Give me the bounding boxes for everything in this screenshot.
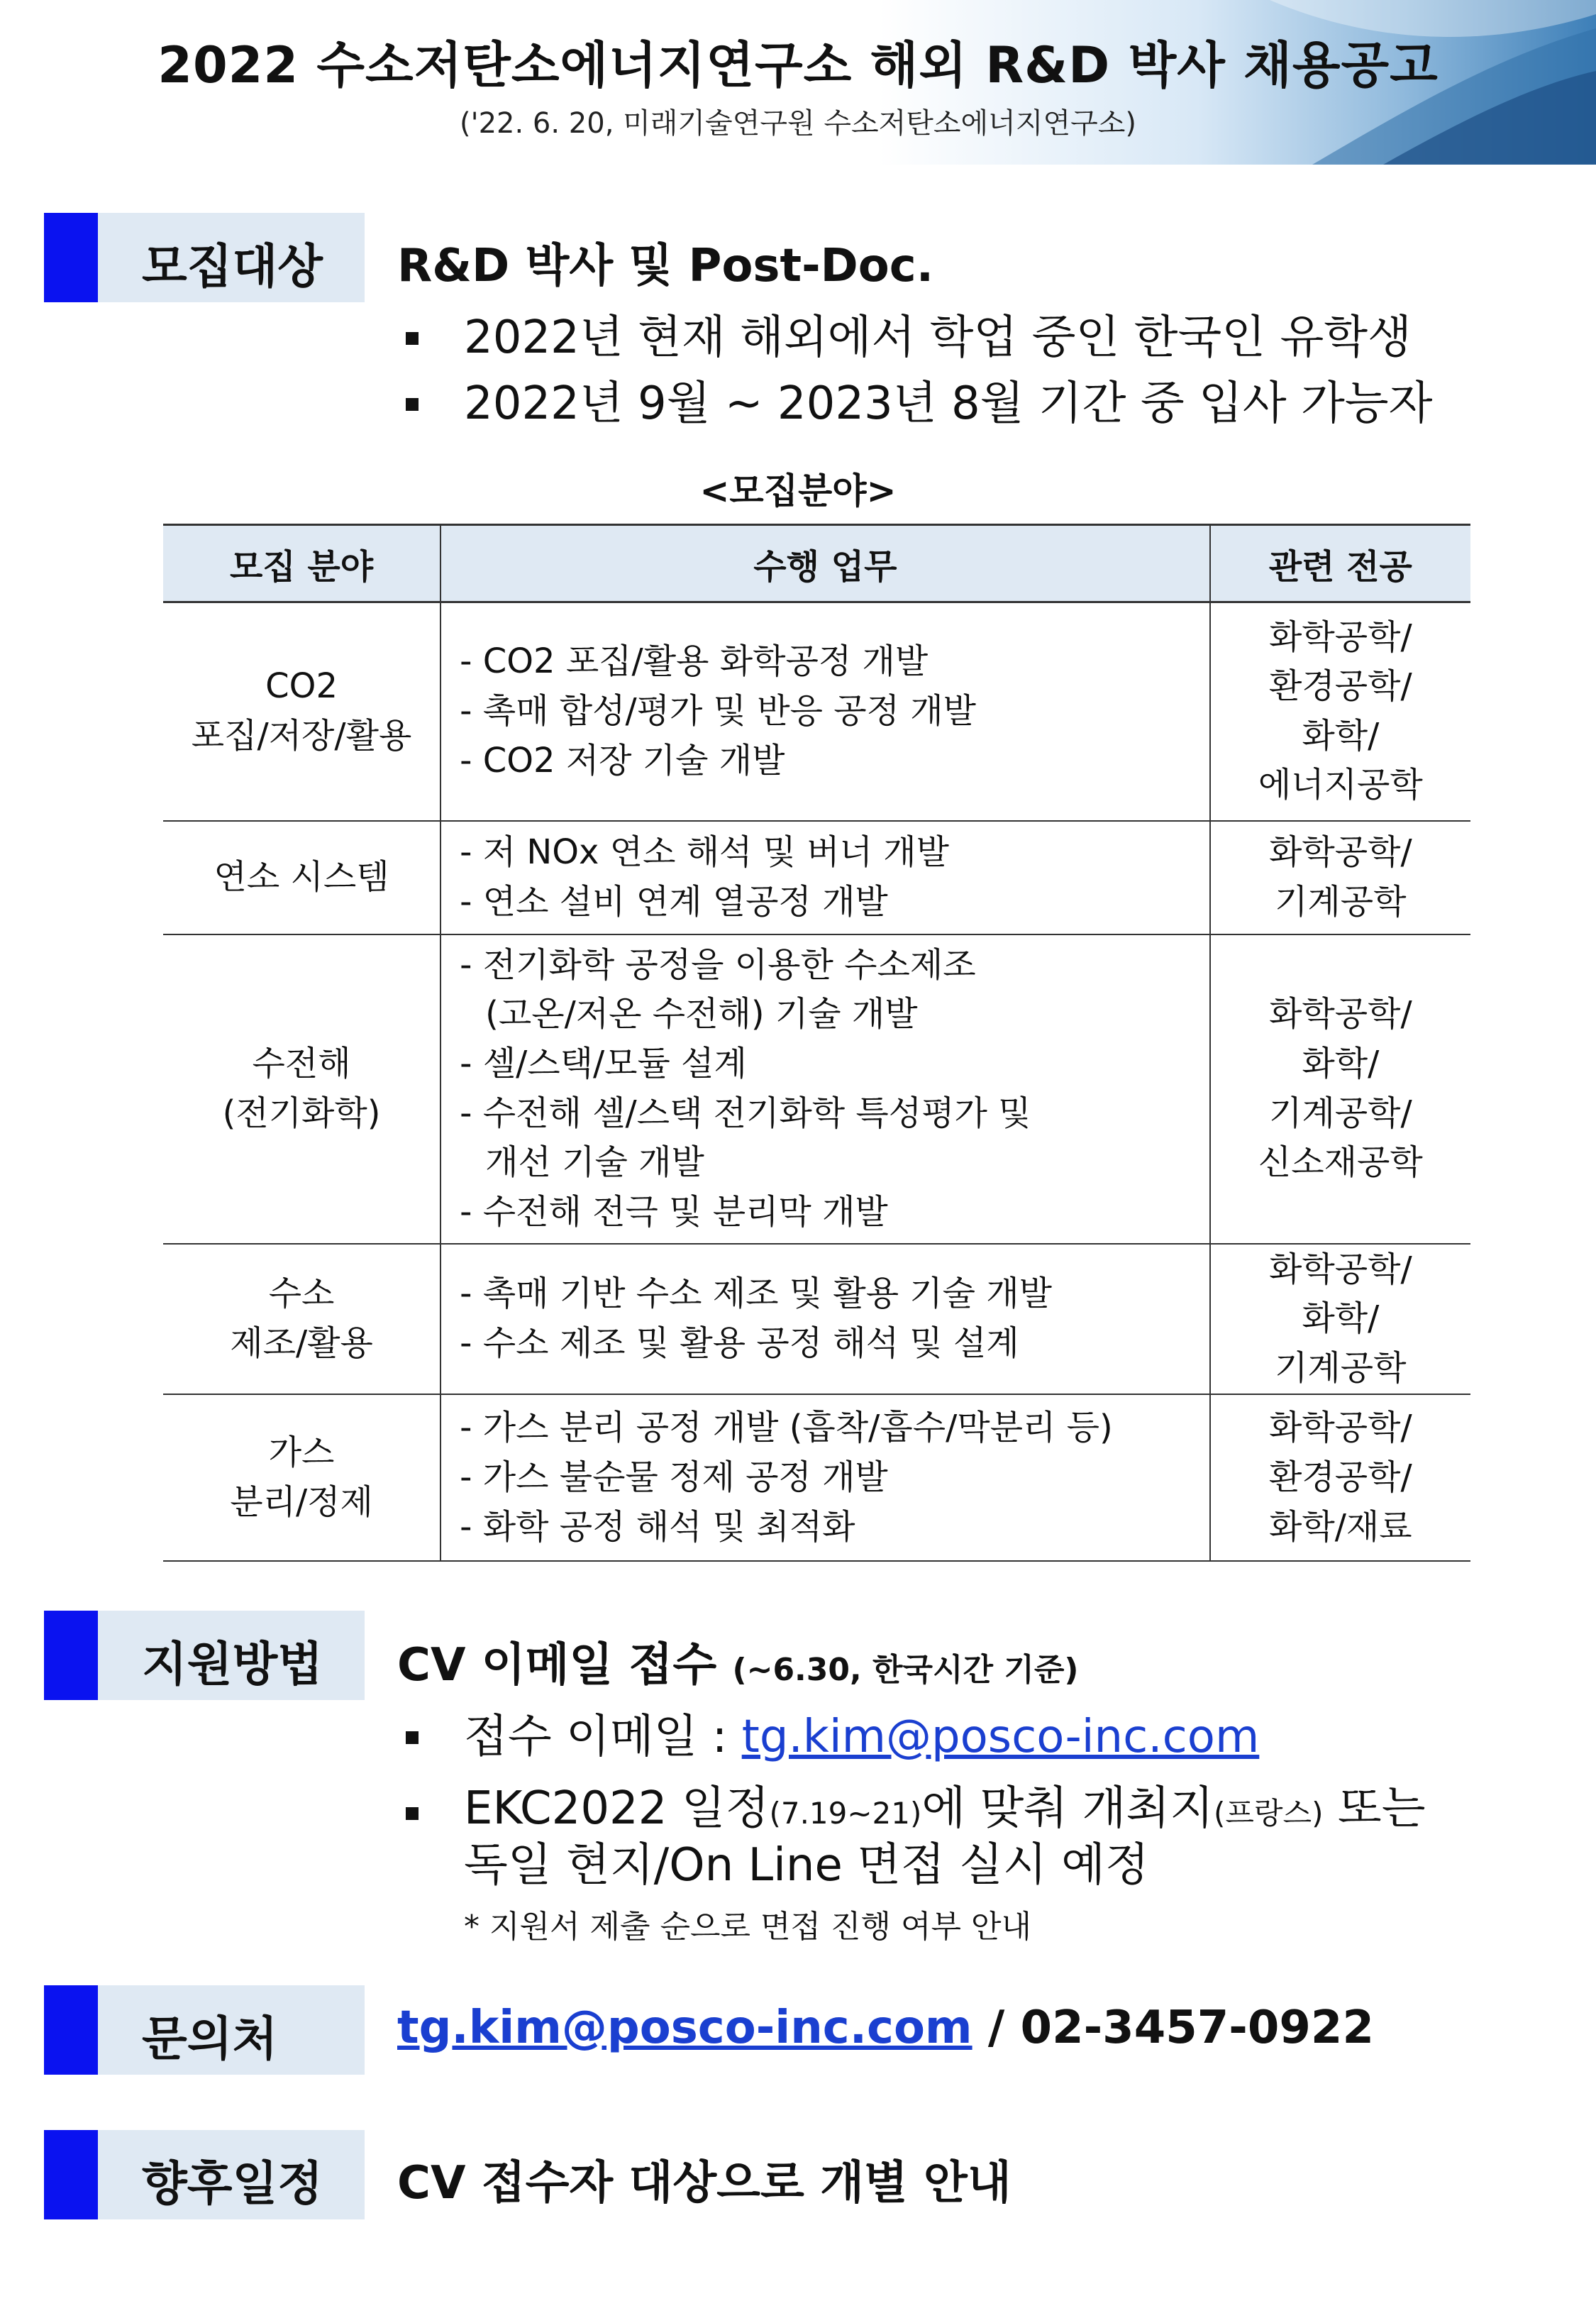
recruit-fields-table [163,524,1470,1562]
contact-phone: 02-3457-0922 [1020,2002,1374,2054]
how-to-apply-heading: CV 이메일 접수 (~6.30, 한국시간 기준) [397,1639,1079,1692]
how-to-apply-bullets [397,1704,1426,1951]
bullet-square-icon [406,332,419,345]
deadline-note: (~6.30, 한국시간 기준) [732,1652,1079,1688]
tasks-cell: - 저 NOx 연소 해석 및 버너 개발 - 연소 설비 연계 열공정 개발 [440,821,1209,934]
section-label-contact [44,1985,365,2075]
table-header-row [163,525,1470,602]
bullet-square-icon [406,398,419,411]
bullet-square-icon [406,1731,419,1744]
section-marker [44,1985,98,2075]
list-item: 2022년 9월 ~ 2023년 8월 기간 중 입사 가능자 [397,371,1432,437]
field-cell: 가스 분리/정제 [163,1394,440,1561]
section-label-text: 모집대상 [142,239,323,294]
column-header-field: 모집 분야 [163,525,440,602]
section-marker [44,2130,98,2219]
column-header-tasks: 수행 업무 [440,525,1209,602]
section-marker [44,1611,98,1700]
majors-cell: 화학공학/ 화학/ 기계공학/ 신소재공학 [1210,934,1470,1244]
recruit-target-bullets [397,305,1432,437]
section-label-recruit-target [44,213,365,302]
field-cell: 수전해 (전기화학) [163,934,440,1244]
page-title: 2022 수소저탄소에너지연구소 해외 R&D 박사 채용공고 [157,36,1439,94]
contact-info: tg.kim@posco-inc.com / 02-3457-0922 [397,2002,1374,2054]
contact-email-link[interactable]: tg.kim@posco-inc.com [397,2002,972,2054]
field-cell: CO2 포집/저장/활용 [163,602,440,821]
majors-cell: 화학공학/ 환경공학/ 화학/재료 [1210,1394,1470,1561]
table-row [163,1244,1470,1395]
section-label-text: 향후일정 [142,2156,323,2211]
bullet-square-icon [406,1807,419,1820]
page-subtitle: ('22. 6. 20, 미래기술연구원 수소저탄소에너지연구소) [460,107,1136,140]
next-steps-text: CV 접수자 대상으로 개별 안내 [397,2157,1012,2210]
table-row [163,934,1470,1244]
list-item: 2022년 현재 해외에서 학업 중인 한국인 유학생 [397,305,1432,371]
table-row [163,602,1470,821]
tasks-cell: - 가스 분리 공정 개발 (흡착/흡수/막분리 등) - 가스 불순물 정제 공정 개발 - 화학 공정 해석 및 최적화 [440,1394,1209,1561]
column-header-majors: 관련 전공 [1210,525,1470,602]
field-cell: 연소 시스템 [163,821,440,934]
majors-cell: 화학공학/ 환경공학/ 화학/ 에너지공학 [1210,602,1470,821]
field-cell: 수소 제조/활용 [163,1244,440,1395]
tasks-cell: - 촉매 기반 수소 제조 및 활용 기술 개발 - 수소 제조 및 활용 공정 해석 및 설계 [440,1244,1209,1395]
recruit-target-heading: R&D 박사 및 Post-Doc. [397,240,934,292]
section-label-text: 지원방법 [142,1637,323,1692]
section-label-text: 문의처 [142,2012,278,2066]
section-label-next-steps [44,2130,365,2219]
table-row [163,821,1470,934]
section-marker [44,213,98,302]
majors-cell: 화학공학/ 기계공학 [1210,821,1470,934]
tasks-cell: - 전기화학 공정을 이용한 수소제조 (고온/저온 수전해) 기술 개발 - 셀/스택/모듈 설계 - 수전해 셀/스택 전기화학 특성평가 및 개선 기술 개발 - 수전해 전극 및 분리막 개발 [440,934,1209,1244]
interview-note: * 지원서 제출 순으로 면접 진행 여부 안내 [464,1908,1031,1945]
application-email-link[interactable]: tg.kim@posco-inc.com [741,1711,1260,1763]
tasks-cell: - CO2 포집/활용 화학공정 개발 - 촉매 합성/평가 및 반응 공정 개발 - CO2 저장 기술 개발 [440,602,1209,821]
section-label-how-to-apply [44,1611,365,1700]
table-caption: <모집분야> [699,470,897,512]
table-row [163,1394,1470,1561]
list-item: EKC2022 일정(7.19~21)에 맞춰 개최지(프랑스) 또는 독일 현지/On Line 면접 실시 예정 * 지원서 제출 순으로 면접 진행 여부 안내 [397,1780,1426,1951]
majors-cell: 화학공학/ 화학/ 기계공학 [1210,1244,1470,1395]
list-item: 접수 이메일 : tg.kim@posco-inc.com [397,1704,1426,1770]
